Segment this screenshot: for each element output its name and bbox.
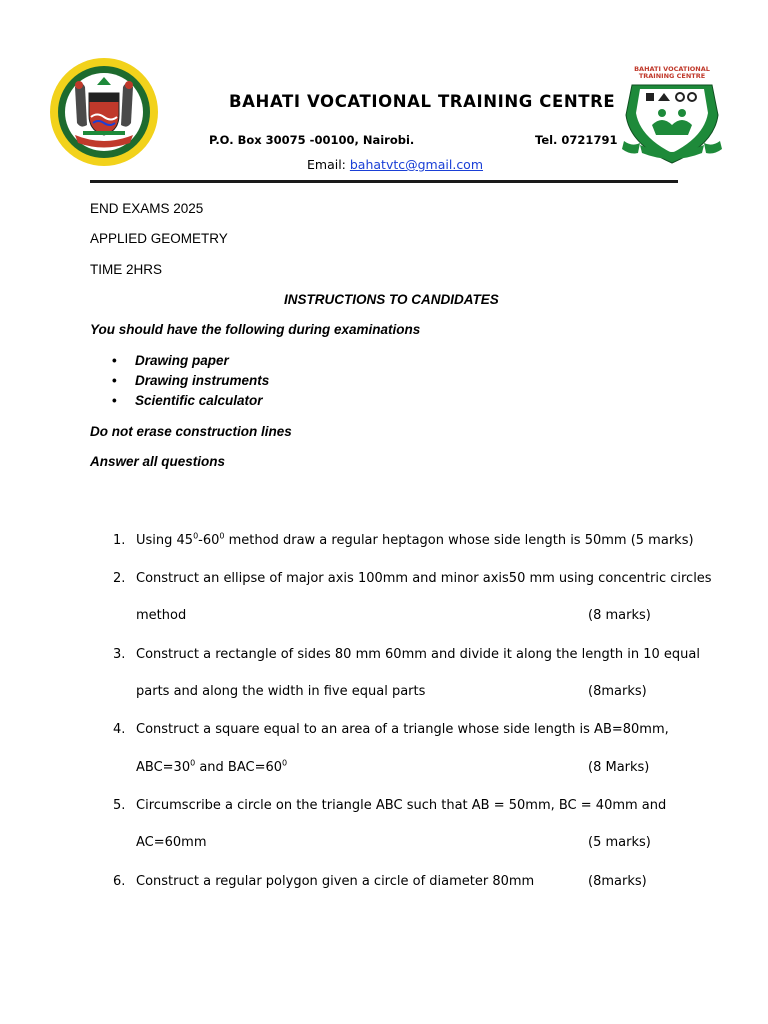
exam-name: END EXAMS 2025 xyxy=(90,201,204,216)
question-text: Construct a regular polygon given a circle of diameter 80mm xyxy=(136,874,535,889)
list-item: • Drawing paper xyxy=(112,353,229,368)
question-text: method xyxy=(136,608,187,623)
question-text: Construct an ellipse of major axis 100mm and minor axis50 mm using concentric circles xyxy=(136,571,712,586)
question-text: Construct a rectangle of sides 80 mm 60mm and divide it along the length in 10 equal xyxy=(136,647,700,662)
question-text: $ABC=30^0$ and $BAC=60^0$ xyxy=(136,758,288,775)
question-number: 5. xyxy=(113,798,126,813)
svg-text:TRAINING CENTRE: TRAINING CENTRE xyxy=(638,72,706,80)
question-text: Construct a square equal to an area of a triangle whose side length is AB=80mm, xyxy=(136,722,669,737)
header-divider xyxy=(90,180,678,183)
telephone-number: Tel. 0721791 xyxy=(535,133,618,147)
question-marks: (8marks) xyxy=(588,684,647,699)
email-line xyxy=(307,157,483,172)
question-marks: (5 marks) xyxy=(588,835,651,850)
svg-text:BAHATI VOCATIONAL: BAHATI VOCATIONAL xyxy=(634,65,710,73)
question-number: 1. xyxy=(113,533,126,548)
instructions-intro: You should have the following during examinations xyxy=(90,322,421,337)
question-text: Circumscribe a circle on the triangle ABC such that AB = 50mm, BC = 40mm and xyxy=(136,798,667,813)
email-label: Email: xyxy=(307,157,350,172)
school-badge-logo xyxy=(622,63,722,178)
email-link[interactable]: bahatvtc@gmail.com xyxy=(349,157,484,172)
question-text: AC=60mm xyxy=(136,835,207,850)
question-number: 6. xyxy=(113,874,126,889)
question-number: 3. xyxy=(113,647,126,662)
question-text: parts and along the width in five equal parts xyxy=(136,684,426,699)
question-marks: (8marks) xyxy=(588,874,647,889)
institution-title: BAHATI VOCATIONAL TRAINING CENTRE xyxy=(229,92,616,111)
postal-address: P.O. Box 30075 -00100, Nairobi. xyxy=(209,133,415,147)
list-item: • Scientific calculator xyxy=(112,393,263,408)
instructions-heading: INSTRUCTIONS TO CANDIDATES xyxy=(284,292,499,307)
question-marks: (8 marks) xyxy=(588,608,651,623)
exam-subject: APPLIED GEOMETRY xyxy=(90,231,228,246)
question-number: 2. xyxy=(113,571,126,586)
question-number: 4. xyxy=(113,722,126,737)
county-coat-of-arms-logo xyxy=(49,57,159,167)
exam-time: TIME 2HRS xyxy=(90,262,163,277)
question-marks: (8 Marks) xyxy=(588,760,650,775)
instruction-note-erase: Do not erase construction lines xyxy=(90,424,292,439)
instruction-note-answer: Answer all questions xyxy=(90,454,226,469)
question-text: Using $45^0-60^0$ method draw a regular heptagon whose side length is 50mm (5 marks) xyxy=(136,531,694,548)
list-item: • Drawing instruments xyxy=(112,373,270,388)
